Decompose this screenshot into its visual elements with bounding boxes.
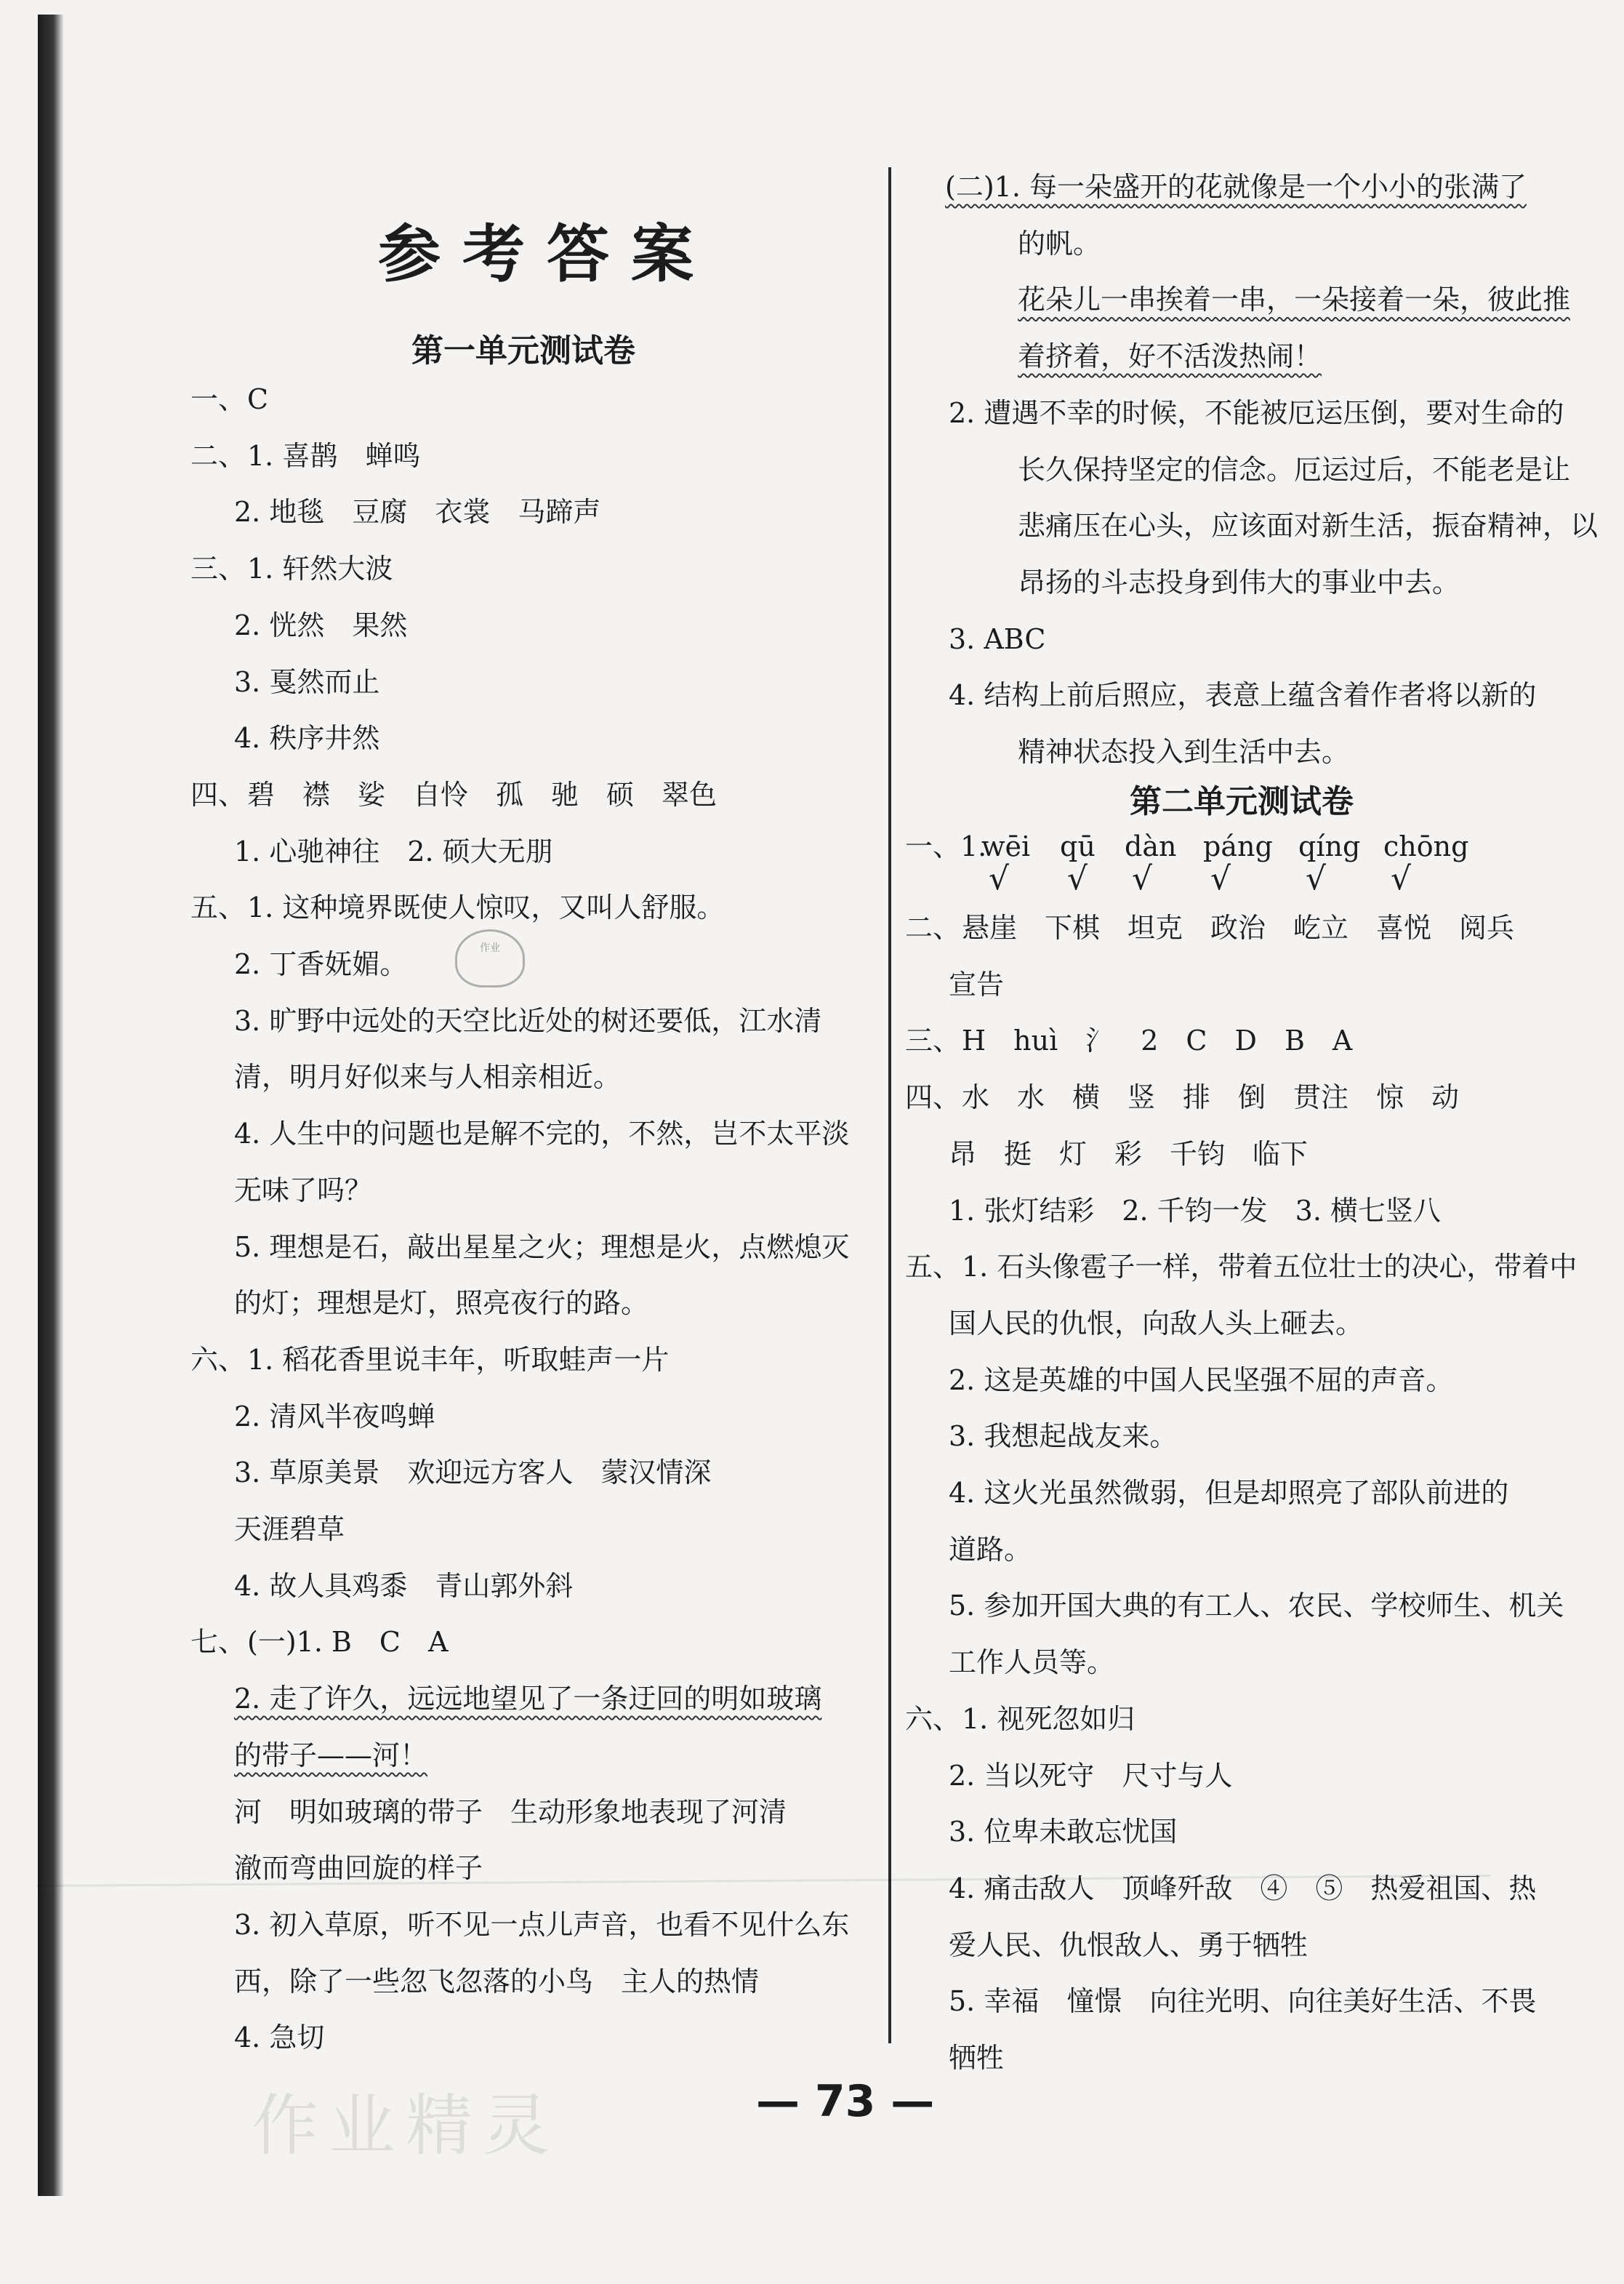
answer-line bbox=[1018, 227, 1101, 260]
answer-line bbox=[234, 1456, 712, 1489]
answer-line bbox=[190, 439, 421, 472]
answer-text: 工作人员等。 bbox=[949, 1646, 1115, 1679]
answer-line bbox=[234, 1061, 622, 1094]
answer-line bbox=[234, 835, 553, 867]
answer-line bbox=[949, 1194, 1442, 1227]
section-label: 七、 bbox=[190, 1626, 246, 1659]
answer-text: 3. 旷野中远处的天空比近处的树还要低，江水清 bbox=[234, 1004, 822, 1037]
answer-text: 4. 痛击敌人 顶峰歼敌 ④ ⑤ 热爱祖国、热 bbox=[949, 1872, 1537, 1904]
answer-line bbox=[234, 1287, 649, 1320]
answer-line bbox=[234, 1569, 574, 1602]
section-label: 六、 bbox=[190, 1343, 246, 1376]
answer-line bbox=[234, 2021, 325, 2054]
answer-line bbox=[190, 891, 725, 924]
section-label: 六、 bbox=[905, 1702, 961, 1735]
answer-line bbox=[234, 722, 380, 755]
answer-line bbox=[1018, 566, 1460, 598]
section-label: 二、 bbox=[190, 439, 246, 472]
answer-text: 国人民的仇恨，向敌人头上砸去。 bbox=[949, 1307, 1364, 1339]
answer-line bbox=[949, 679, 1537, 712]
answer-text: C bbox=[247, 383, 269, 415]
scan-edge bbox=[38, 15, 64, 2196]
answer-text: 西，除了一些忽飞忽落的小鸟 主人的热情 bbox=[234, 1965, 760, 1998]
answer-text: 1. 石头像雹子一样，带着五位壮士的决心，带着中 bbox=[962, 1251, 1577, 1283]
answer-line bbox=[949, 1363, 1454, 1396]
answer-line bbox=[234, 1852, 483, 1885]
answer-text: 2. 丁香妩媚。 bbox=[234, 948, 408, 980]
answer-line bbox=[234, 1683, 822, 1715]
answer-line bbox=[949, 1479, 1508, 1507]
page-title: 参考答案 bbox=[378, 217, 715, 291]
answer-text: 1. 轩然大波 bbox=[247, 553, 393, 585]
answer-line bbox=[949, 2044, 1004, 2072]
section-label: 三、 bbox=[905, 1025, 961, 1057]
pinyin-answer: wēi bbox=[981, 830, 1031, 862]
answer-text: 清，明月好似来与人相亲相近。 bbox=[234, 1061, 622, 1094]
answer-line bbox=[190, 385, 268, 413]
answer-line bbox=[949, 1590, 1564, 1622]
answer-line bbox=[949, 1928, 1309, 1961]
answer-text: 昂 挺 灯 彩 千钧 临下 bbox=[949, 1137, 1309, 1170]
answer-text: 2. 这是英雄的中国人民坚强不屈的声音。 bbox=[949, 1363, 1454, 1396]
answer-text: 3. 位卑未敢忘忧国 bbox=[949, 1816, 1178, 1848]
answer-line bbox=[234, 609, 408, 641]
answer-text: 着挤着，好不活泼热闹！ bbox=[1018, 340, 1322, 373]
answer-text: H huì 氵 2 C D B A bbox=[962, 1025, 1353, 1057]
pinyin-answer: qíng bbox=[1298, 830, 1361, 862]
answer-line bbox=[234, 1739, 428, 1771]
answer-line bbox=[1018, 284, 1571, 316]
answer-line bbox=[190, 778, 717, 811]
answer-line bbox=[945, 173, 1527, 201]
answer-text: 3. ABC bbox=[949, 622, 1046, 655]
answer-line bbox=[234, 950, 407, 978]
answer-text: 花朵儿一串挨着一串，一朵接着一朵，彼此推 bbox=[1018, 284, 1571, 316]
answer-text: 1. 喜鹊 蝉鸣 bbox=[247, 439, 421, 472]
answer-line bbox=[234, 665, 380, 698]
answer-text: (一)1. B C A bbox=[247, 1626, 449, 1659]
answer-line bbox=[1018, 340, 1322, 373]
answer-text: 牺牲 bbox=[949, 2042, 1005, 2074]
pinyin-answer: dàn bbox=[1125, 830, 1177, 862]
check-mark: √ bbox=[1306, 860, 1327, 897]
page-number: — 73 — bbox=[756, 2076, 935, 2127]
answer-line bbox=[949, 1872, 1537, 1904]
section-label: 三、 bbox=[190, 553, 246, 585]
pinyin-answer: páng bbox=[1203, 830, 1273, 862]
unit2-pinyin-label: 一、1. bbox=[905, 830, 987, 862]
answer-text: 的灯；理想是灯，照亮夜行的路。 bbox=[234, 1287, 649, 1320]
pinyin-answer: chōng bbox=[1383, 830, 1469, 862]
answer-line bbox=[949, 1759, 1233, 1792]
answer-text: 1. 张灯结彩 2. 千钧一发 3. 横七竖八 bbox=[949, 1194, 1442, 1227]
answer-text: 昂扬的斗志投身到伟大的事业中去。 bbox=[1018, 566, 1460, 598]
answer-line bbox=[949, 1137, 1309, 1170]
answer-line bbox=[949, 968, 1005, 1001]
answer-text: 4. 人生中的问题也是解不完的，不然，岂不太平淡 bbox=[234, 1118, 850, 1150]
answer-line bbox=[190, 1626, 449, 1659]
check-mark: √ bbox=[1132, 860, 1153, 897]
answer-text: 1. 心驰神往 2. 硕大无朋 bbox=[234, 835, 553, 867]
answer-line bbox=[905, 914, 1514, 942]
answer-text: 5. 理想是石，敲出星星之火；理想是火，点燃熄灭 bbox=[234, 1230, 850, 1263]
answer-line bbox=[949, 1533, 1032, 1566]
section-label: 五、 bbox=[190, 891, 246, 924]
answer-text: 2. 遭遇不幸的时候，不能被厄运压倒，要对生命的 bbox=[949, 396, 1564, 429]
answer-text: 宣告 bbox=[949, 968, 1005, 1001]
section-label: 四、 bbox=[905, 1081, 961, 1114]
answer-text: 天涯碧草 bbox=[234, 1513, 345, 1545]
watermark: 作业精灵 bbox=[252, 2087, 560, 2165]
answer-text: 1. 视死忽如归 bbox=[962, 1702, 1135, 1735]
answer-text: 长久保持坚定的信念。厄运过后，不能老是让 bbox=[1018, 453, 1571, 486]
answer-line bbox=[234, 1965, 760, 1998]
answer-text: 悲痛压在心头，应该面对新生活，振奋精神，以 bbox=[1018, 510, 1599, 542]
answer-text: (二)1. 每一朵盛开的花就像是一个小小的张满了 bbox=[945, 171, 1527, 203]
answer-text: 4. 急切 bbox=[234, 2021, 325, 2054]
answer-text: 3. 戛然而止 bbox=[234, 665, 380, 698]
answer-text: 河 明如玻璃的带子 生动形象地表现了河清 bbox=[234, 1795, 787, 1828]
answer-line bbox=[905, 1702, 1135, 1735]
answer-line bbox=[949, 1646, 1115, 1679]
answer-text: 2. 清风半夜鸣蝉 bbox=[234, 1400, 435, 1432]
answer-line bbox=[949, 396, 1564, 429]
answer-line bbox=[949, 1420, 1178, 1453]
answer-text: 2. 恍然 果然 bbox=[234, 609, 408, 641]
answer-text: 澈而弯曲回旋的样子 bbox=[234, 1852, 483, 1885]
answer-text: 精神状态投入到生活中去。 bbox=[1018, 736, 1350, 768]
answer-text: 2. 地毯 豆腐 衣裳 马蹄声 bbox=[234, 496, 601, 529]
answer-line bbox=[234, 1400, 435, 1432]
answer-line bbox=[234, 1118, 850, 1150]
pinyin-answer: qū bbox=[1060, 830, 1096, 862]
answer-line bbox=[234, 1004, 822, 1037]
answer-line bbox=[949, 622, 1046, 655]
section-label: 五、 bbox=[905, 1251, 961, 1283]
answer-text: 的带子——河！ bbox=[234, 1739, 428, 1771]
answer-text: 3. 草原美景 欢迎远方客人 蒙汉情深 bbox=[234, 1456, 712, 1489]
answer-text: 2. 当以死守 尺寸与人 bbox=[949, 1759, 1233, 1792]
column-divider bbox=[888, 167, 891, 2043]
answer-text: 3. 初入草原，听不见一点儿声音，也看不见什么东 bbox=[234, 1908, 850, 1941]
unit2-heading: 第二单元测试卷 bbox=[1130, 783, 1354, 820]
check-mark: √ bbox=[1067, 860, 1088, 897]
answer-line bbox=[1018, 512, 1598, 540]
answer-text: 5. 幸福 憧憬 向往光明、向往美好生活、不畏 bbox=[949, 1985, 1537, 2018]
answer-line bbox=[949, 1307, 1364, 1339]
answer-line bbox=[1018, 738, 1349, 766]
answer-line bbox=[190, 1343, 670, 1376]
answer-line bbox=[234, 1230, 850, 1263]
answer-text: 的帆。 bbox=[1018, 227, 1101, 260]
answer-line bbox=[234, 1908, 850, 1941]
answer-line bbox=[905, 1253, 1577, 1281]
answer-text: 4. 结构上前后照应，表意上蕴含着作者将以新的 bbox=[949, 679, 1537, 712]
answer-text: 4. 秩序井然 bbox=[234, 722, 380, 755]
section-label: 四、 bbox=[190, 778, 246, 811]
answer-text: 水 水 横 竖 排 倒 贯注 惊 动 bbox=[962, 1081, 1460, 1114]
answer-line bbox=[1018, 453, 1571, 486]
answer-line bbox=[949, 1818, 1177, 1846]
answer-line bbox=[190, 553, 393, 585]
answer-text: 3. 我想起战友来。 bbox=[949, 1420, 1178, 1453]
answer-text: 碧 襟 娑 自怜 孤 驰 硕 翠色 bbox=[247, 778, 717, 811]
answer-line bbox=[234, 1515, 345, 1543]
check-mark: √ bbox=[989, 860, 1010, 897]
answer-line bbox=[234, 1174, 373, 1206]
answer-text: 2. 走了许久，远远地望见了一条迂回的明如玻璃 bbox=[234, 1683, 822, 1715]
answer-line bbox=[905, 1081, 1460, 1114]
answer-line bbox=[949, 1985, 1537, 2018]
stamp-mark: 作业 bbox=[455, 929, 525, 987]
section-label: 一、 bbox=[190, 383, 246, 415]
check-mark: √ bbox=[1210, 860, 1231, 897]
answer-text: 1. 稻花香里说丰年，听取蛙声一片 bbox=[247, 1343, 670, 1376]
answer-line bbox=[905, 1025, 1353, 1057]
answer-text: 4. 故人具鸡黍 青山郭外斜 bbox=[234, 1569, 574, 1602]
answer-text: 悬崖 下棋 坦克 政治 屹立 喜悦 阅兵 bbox=[962, 912, 1515, 944]
answer-text: 4. 这火光虽然微弱，但是却照亮了部队前进的 bbox=[949, 1477, 1509, 1509]
section-label: 二、 bbox=[905, 912, 961, 944]
answer-text: 道路。 bbox=[949, 1533, 1032, 1566]
answer-text: 5. 参加开国大典的有工人、农民、学校师生、机关 bbox=[949, 1590, 1564, 1622]
answer-text: 无味了吗？ bbox=[234, 1174, 373, 1206]
answer-text: 1. 这种境界既使人惊叹，又叫人舒服。 bbox=[247, 891, 725, 924]
answer-line bbox=[234, 496, 601, 529]
answer-text: 爱人民、仇恨敌人、勇于牺牲 bbox=[949, 1928, 1309, 1961]
answer-line bbox=[234, 1795, 787, 1828]
check-mark: √ bbox=[1391, 860, 1412, 897]
unit1-heading: 第一单元测试卷 bbox=[411, 332, 635, 369]
